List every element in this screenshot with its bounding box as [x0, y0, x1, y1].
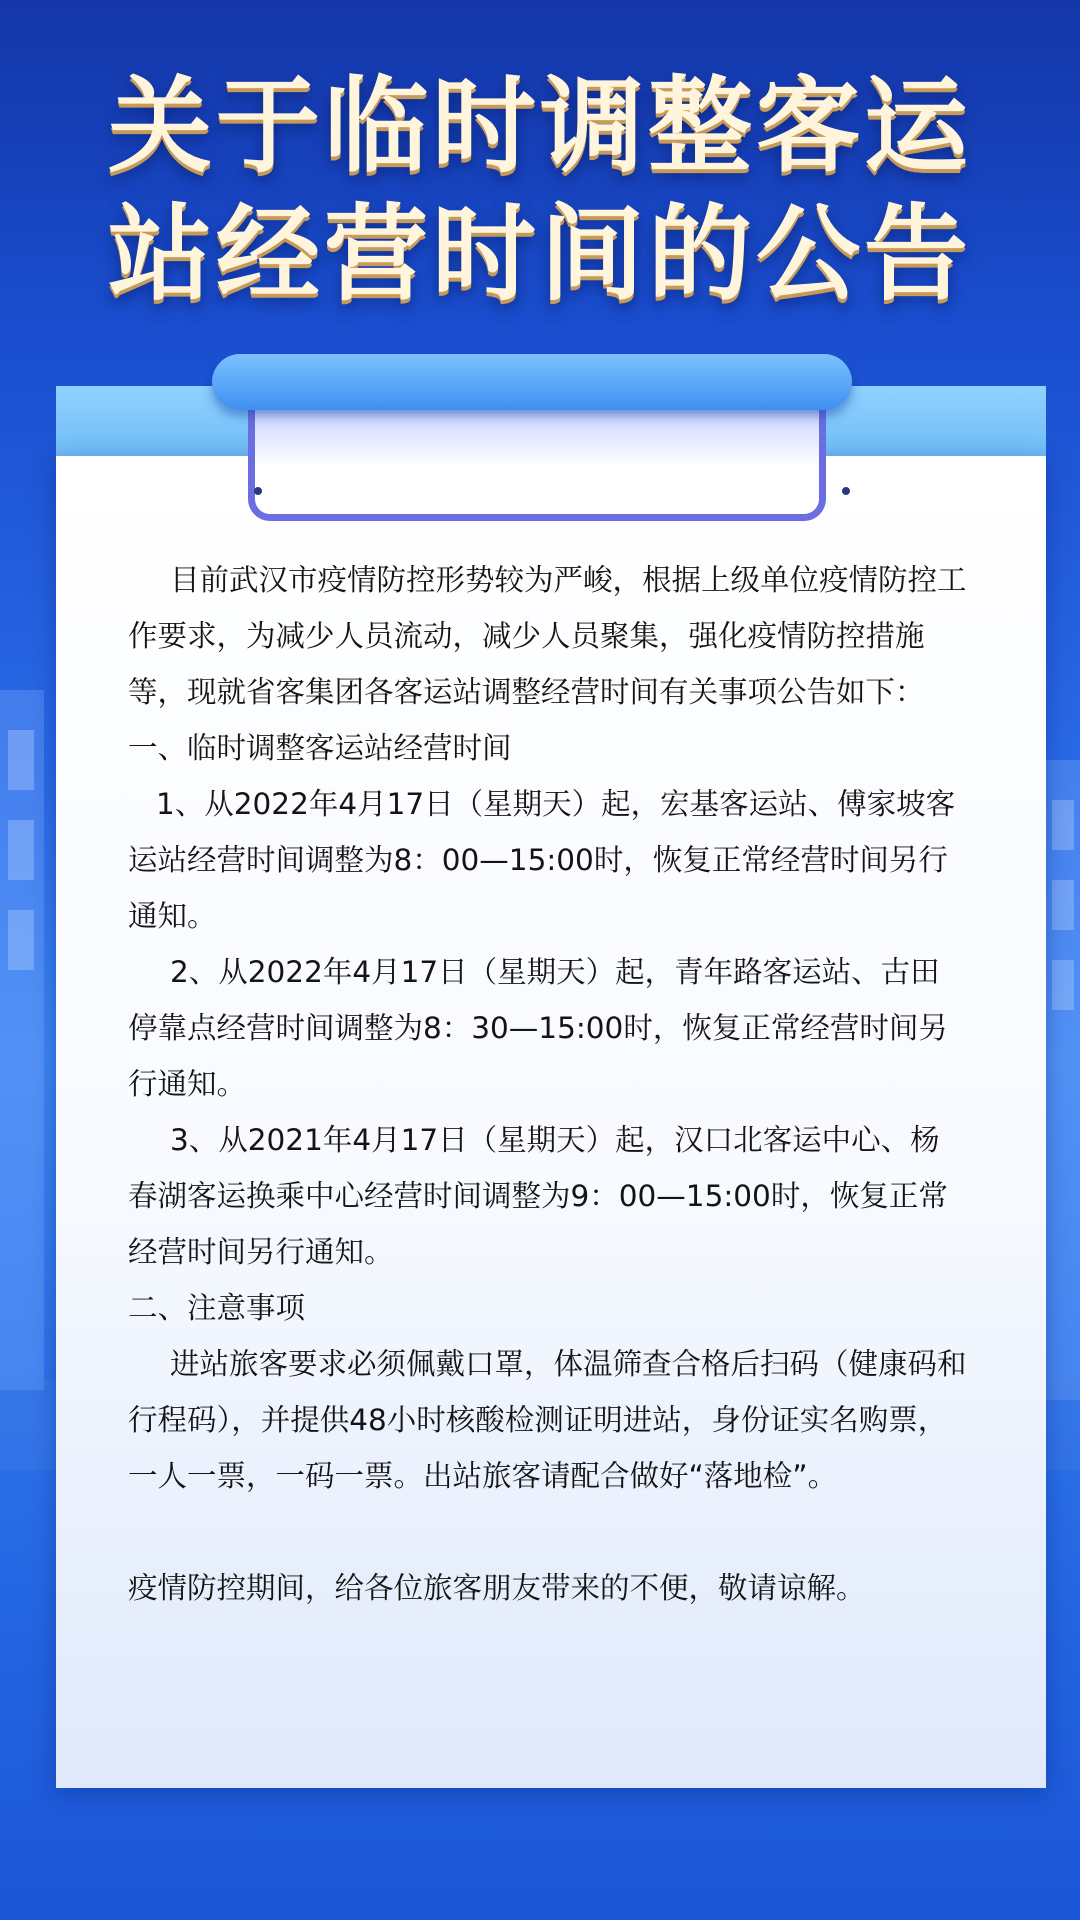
notice-notes: 进站旅客要求必须佩戴口罩，体温筛查合格后扫码（健康码和行程码），并提供48小时核酸检测证明进站，身份证实名购票，一人一票，一码一票。出站旅客请配合做好“落地检”。 — [128, 1347, 967, 1493]
binder-hole-left — [254, 487, 262, 495]
title-line-1: 关于临时调整客运 — [107, 65, 972, 187]
notice-closing: 疫情防控期间，给各位旅客朋友带来的不便，敬请谅解。 — [128, 1571, 866, 1605]
section-1-heading: 一、临时调整客运站经营时间 — [128, 731, 512, 765]
notice-item-1: 1、从2022年4月17日（星期天）起，宏基客运站、傅家坡客运站经营时间调整为8：00—15:00时，恢复正常经营时间另行通知。 — [128, 787, 956, 933]
notice-item-3: 3、从2021年4月17日（星期天）起，汉口北客运中心、杨春湖客运换乘中心经营时间调整为9：00—15:00时，恢复正常经营时间另行通知。 — [128, 1123, 948, 1269]
notice-intro: 目前武汉市疫情防控形势较为严峻，根据上级单位疫情防控工作要求，为减少人员流动，减少人员聚集，强化疫情防控措施等，现就省客集团各客运站调整经营时间有关事项公告如下： — [128, 563, 967, 709]
section-2-heading: 二、注意事项 — [128, 1291, 306, 1325]
notice-body — [128, 552, 968, 1616]
clipboard-clip-loop — [248, 396, 826, 521]
clipboard-clip-bar — [212, 354, 852, 410]
notice-item-2: 2、从2022年4月17日（星期天）起，青年路客运站、古田停靠点经营时间调整为8：30—15:00时，恢复正常经营时间另行通知。 — [128, 955, 948, 1101]
title-line-2: 站经营时间的公告 — [107, 193, 972, 315]
binder-hole-right — [842, 487, 850, 495]
